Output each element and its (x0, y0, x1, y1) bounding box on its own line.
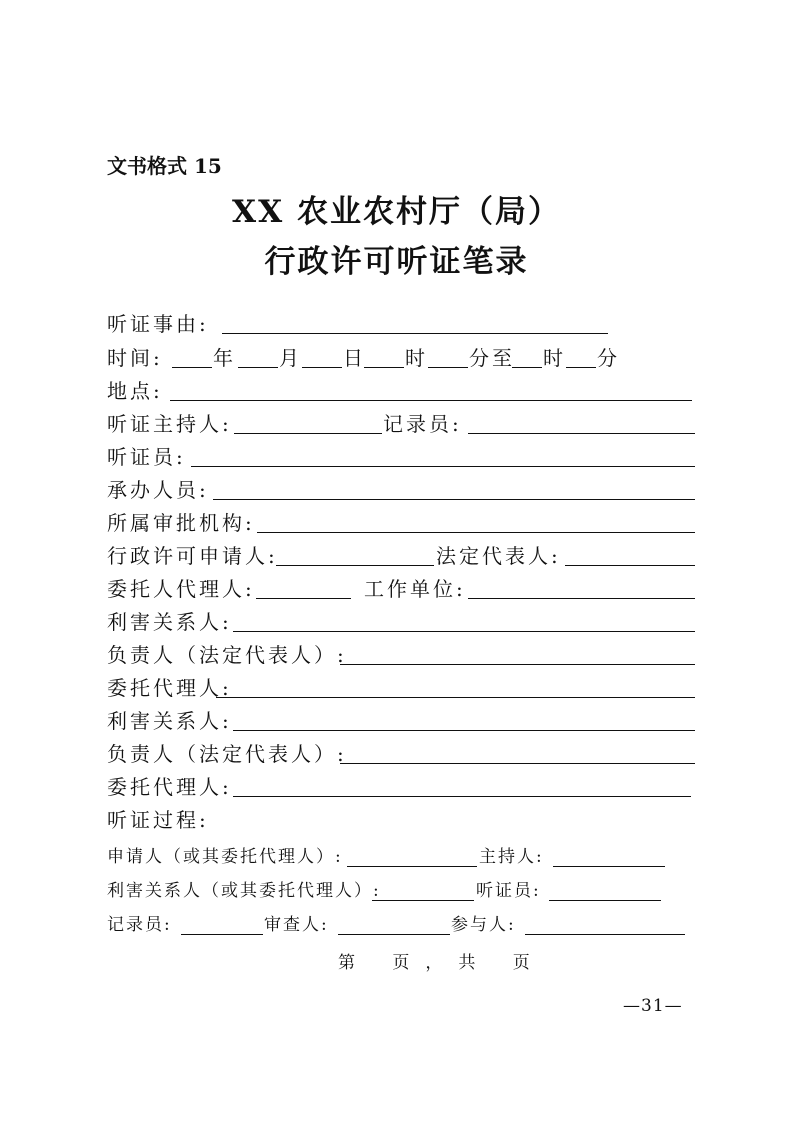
hearing-officer-label: 听证员: (107, 445, 186, 469)
legal-rep-label: 法定代表人: (436, 544, 561, 568)
reason-field[interactable] (222, 333, 608, 334)
responsible-2-label: 负责人（法定代表人）: (107, 742, 347, 766)
interested-party-2-field[interactable] (233, 730, 695, 731)
end-minute-label: 分 (597, 346, 620, 370)
end-hour-field[interactable] (512, 367, 542, 368)
responsible-1-label: 负责人（法定代表人）: (107, 643, 347, 667)
handler-label: 承办人员: (107, 478, 209, 502)
responsible-2-field[interactable] (340, 763, 695, 764)
agency-label: 所属审批机构: (107, 511, 255, 535)
sig-recorder-field[interactable] (181, 934, 263, 935)
end-minute-field[interactable] (566, 367, 596, 368)
agent-2-field[interactable] (233, 796, 691, 797)
time-label: 时间: (107, 346, 163, 370)
hour-label: 时 (405, 346, 428, 370)
interested-party-1-label: 利害关系人: (107, 610, 232, 634)
recorder-label: 记录员: (383, 412, 462, 436)
sig-recorder-label: 记录员: (107, 915, 172, 935)
agent-2-label: 委托代理人: (107, 775, 232, 799)
sig-interested-agent-field[interactable] (372, 900, 474, 901)
applicant-field[interactable] (276, 565, 434, 566)
day-field[interactable] (302, 367, 342, 368)
place-label: 地点: (107, 379, 163, 403)
interested-party-2-label: 利害关系人: (107, 709, 232, 733)
hour-field[interactable] (364, 367, 404, 368)
place-field[interactable] (170, 400, 692, 401)
sig-reviewer-field[interactable] (338, 934, 450, 935)
sig-applicant-agent-field[interactable] (347, 866, 477, 867)
year-field[interactable] (172, 367, 212, 368)
reason-label: 听证事由: (107, 312, 209, 336)
end-hour-label: 时 (543, 346, 566, 370)
work-unit-label: 工作单位: (364, 577, 466, 601)
agency-field[interactable] (257, 532, 695, 533)
agent-1-label: 委托代理人: (107, 676, 232, 700)
interested-party-1-field[interactable] (233, 631, 695, 632)
month-field[interactable] (238, 367, 278, 368)
sig-hearing-officer-field[interactable] (549, 900, 661, 901)
document-format-label: 文书格式 15 (107, 154, 222, 178)
applicant-label: 行政许可申请人: (107, 544, 278, 568)
recorder-field[interactable] (468, 433, 695, 434)
handler-field[interactable] (213, 499, 695, 500)
minute-to-label: 分至 (469, 346, 515, 370)
sig-host-field[interactable] (553, 866, 665, 867)
sig-participant-label: 参与人: (451, 915, 516, 935)
responsible-1-field[interactable] (340, 664, 695, 665)
minute-field[interactable] (428, 367, 468, 368)
agent-1-field[interactable] (216, 697, 695, 698)
sig-participant-field[interactable] (525, 934, 685, 935)
host-field[interactable] (234, 433, 382, 434)
sig-interested-agent-label: 利害关系人（或其委托代理人）: (107, 881, 381, 901)
month-label: 月 (279, 346, 302, 370)
document-title-line1: XX 农业农村厅（局） (232, 194, 561, 230)
page-count-footer: 第 页，共 页 (338, 953, 546, 973)
sig-hearing-officer-label: 听证员: (476, 881, 541, 901)
work-unit-field[interactable] (468, 598, 695, 599)
page-number: —31— (623, 996, 683, 1016)
process-label: 听证过程: (107, 808, 209, 832)
sig-applicant-agent-label: 申请人（或其委托代理人）: (107, 847, 343, 867)
entrusted-agent-field[interactable] (256, 598, 351, 599)
legal-rep-field[interactable] (565, 565, 695, 566)
sig-host-label: 主持人: (479, 847, 544, 867)
entrusted-agent-label: 委托人代理人: (107, 577, 255, 601)
sig-reviewer-label: 审查人: (264, 915, 329, 935)
host-label: 听证主持人: (107, 412, 232, 436)
hearing-officer-field[interactable] (191, 466, 695, 467)
year-label: 年 (213, 346, 236, 370)
day-label: 日 (343, 346, 366, 370)
document-title-line2: 行政许可听证笔录 (264, 244, 529, 280)
